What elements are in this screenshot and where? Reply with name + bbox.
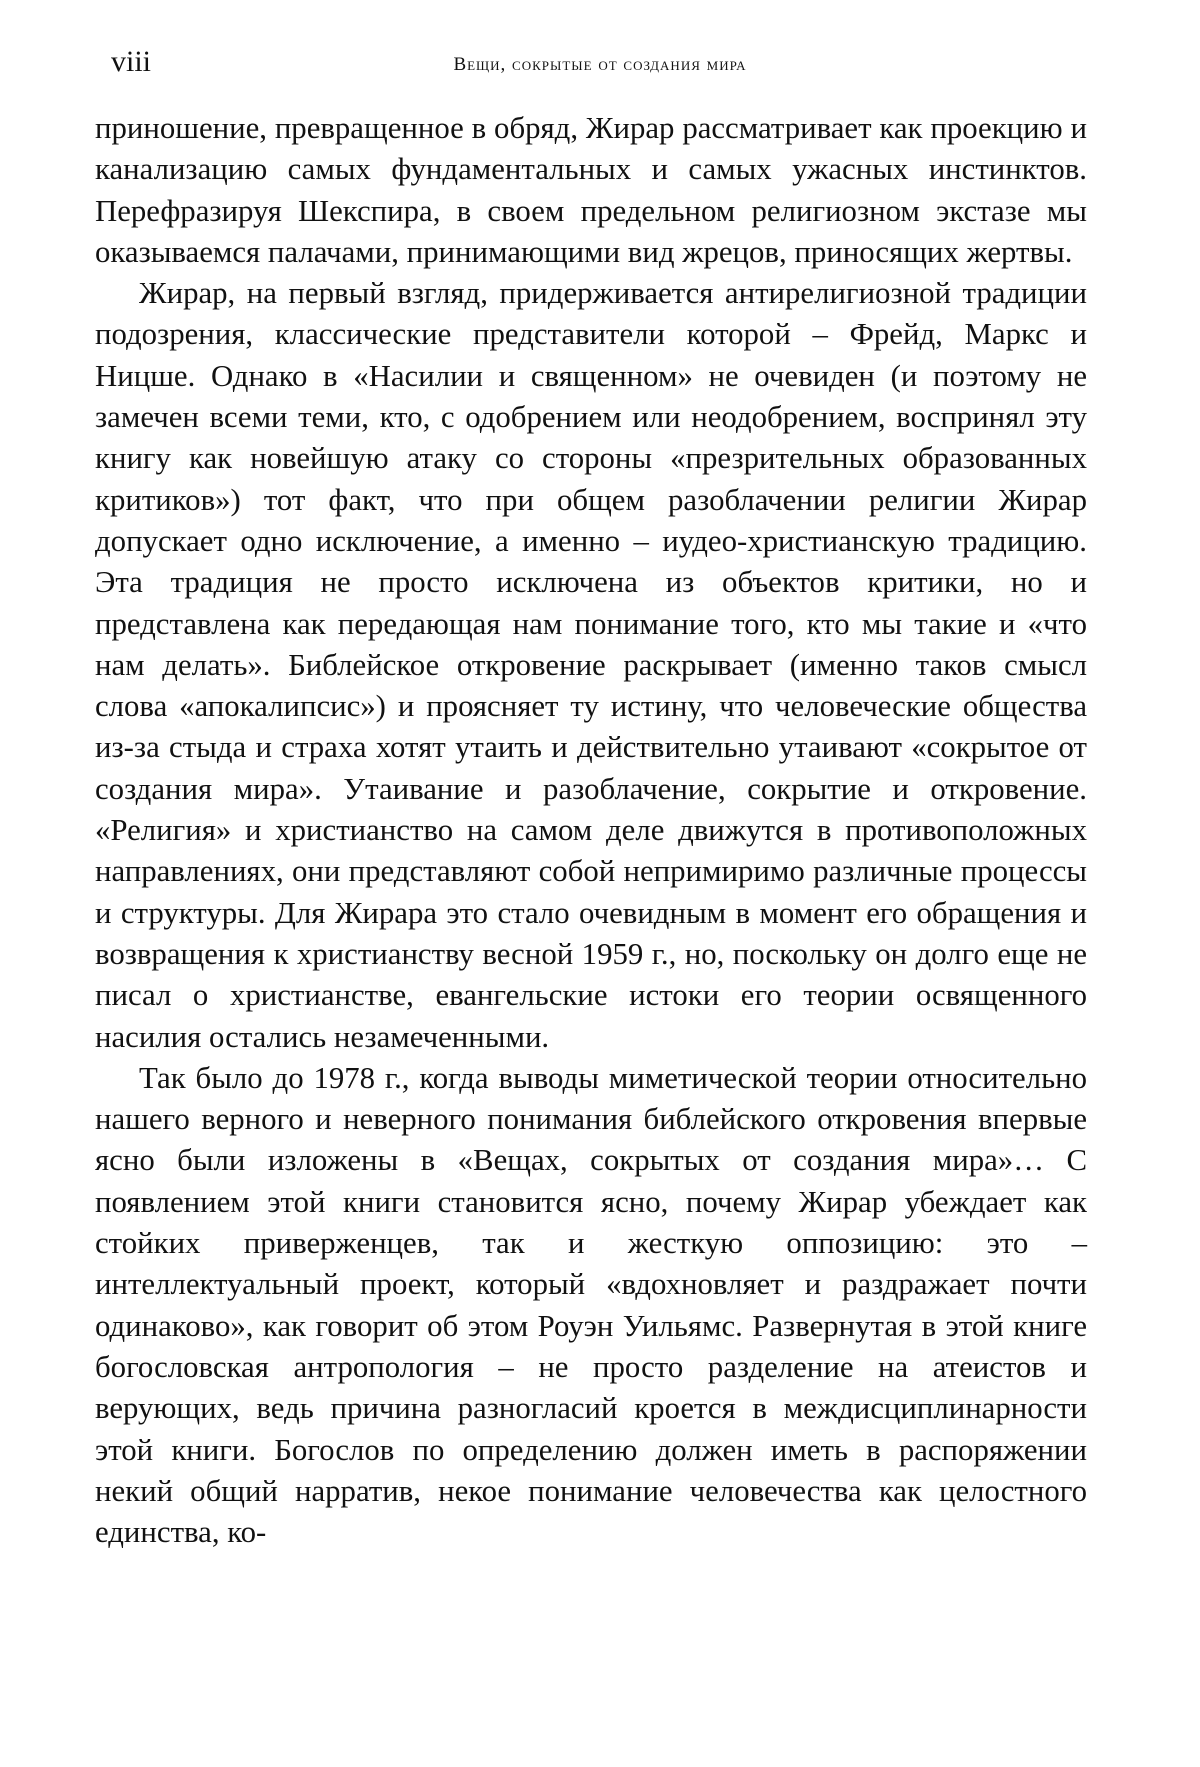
- running-header: [95, 44, 1105, 84]
- paragraph-continued: приношение, превращенное в обряд, Жирар рассматривает как проекцию и канализацию самых фундаментальных и самых ужасных инстинктов. Перефразируя Шекспира, в своем предельном религиозном экстазе мы оказываемся палачами, принимающими вид жрецов, приносящих жертвы.: [95, 111, 1087, 269]
- page-number: viii: [111, 45, 152, 78]
- body-text: [95, 108, 1087, 1553]
- running-title: Вещи, сокрытые от создания мира: [453, 54, 747, 75]
- paragraph: Так было до 1978 г., когда выводы миметической теории относительно нашего верного и неверного понимания библейского откровения впервые ясно были изложены в «Вещах, сокрытых от создания мира»… С появлением этой книги становится ясно, почему Жирар убеждает как стойких приверженцев, так и жесткую оппозицию: это – интеллектуальный проект, который «вдохновляет и раздражает почти одинаково», как говорит об этом Роуэн Уильямс. Развернутая в этой книге богословская антропология – не просто разделение на атеистов и верующих, ведь причина разногласий кроется в междисциплинарности этой книги. Богослов по определению должен иметь в распоряжении некий общий нарратив, некое понимание человечества как целостного единства, ко-: [95, 1060, 1087, 1550]
- paragraph: Жирар, на первый взгляд, придерживается антирелигиозной традиции подозрения, классические представители которой – Фрейд, Маркс и Ницше. Однако в «Насилии и священном» не очевиден (и поэтому не замечен всеми теми, кто, с одобрением или неодобрением, воспринял эту книгу как новейшую атаку со стороны «презрительных образованных критиков») тот факт, что при общем разоблачении религии Жирар допускает одно исключение, а именно – иудео-христианскую традицию. Эта традиция не просто исключена из объектов критики, но и представлена как передающая нам понимание того, кто мы такие и «что нам делать». Библейское откровение раскрывает (именно таков смысл слова «апокалипсис») и проясняет ту истину, что человеческие общества из-за стыда и страха хотят утаить и действительно утаивают «сокрытое от создания мира». Утаивание и разоблачение, сокрытие и откровение. «Религия» и христианство на самом деле движутся в противоположных направлениях, они представляют собой непримиримо различные процессы и структуры. Для Жирара это стало очевидным в момент его обращения и возвращения к христианству весной 1959 г., но, поскольку он долго еще не писал о христианстве, евангельские истоки его теории освященного насилия остались незамеченными.: [95, 276, 1087, 1054]
